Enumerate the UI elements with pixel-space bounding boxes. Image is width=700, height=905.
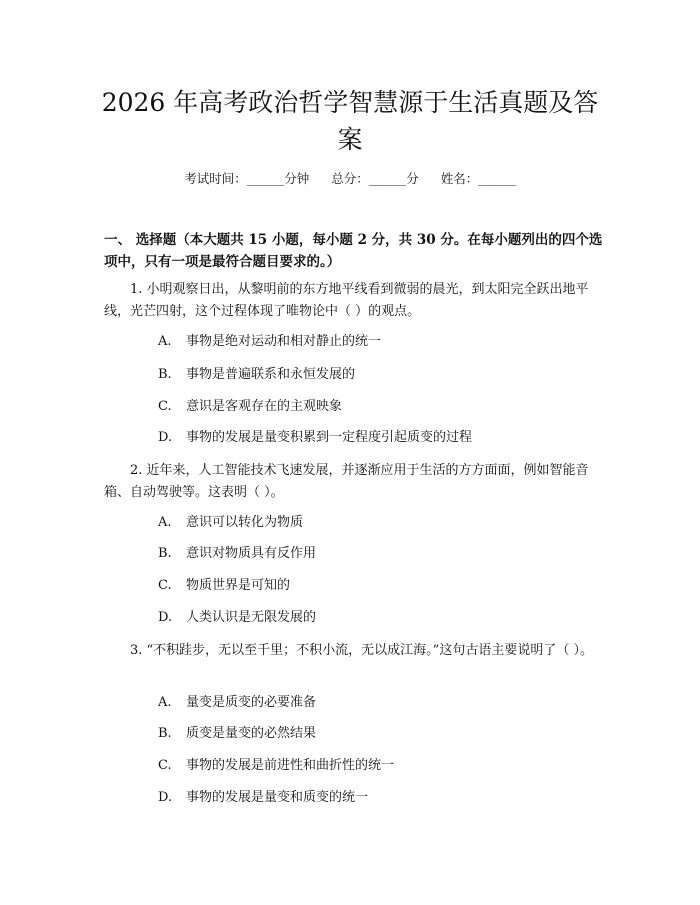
option-letter: A.: [158, 695, 172, 710]
option-text: 人类认识是无限发展的: [186, 610, 317, 625]
option-letter: C.: [158, 758, 172, 773]
exam-time-field: 考试时间：______分钟: [184, 171, 310, 186]
question-2-option-c: [158, 577, 598, 595]
question-stem-3: 3. “不积跬步，无以至千里；不积小流，无以成江海。”这句古语主要说明了（ ）。: [130, 643, 593, 658]
question-1-option-b: [158, 366, 598, 384]
option-text: 事物是普遍联系和永恒发展的: [186, 367, 356, 382]
student-name-field: 姓名：______: [440, 171, 516, 186]
option-text: 意识可以转化为物质: [186, 515, 304, 530]
option-text: 事物的发展是前进性和曲折性的统一: [186, 758, 395, 773]
option-letter: A.: [158, 515, 172, 530]
question-2-option-a: [158, 514, 598, 532]
question-2-option-d: [158, 609, 598, 627]
option-text: 事物的发展是量变积累到一定程度引起质变的过程: [186, 430, 473, 445]
section-heading: 一、 选择题（本大题共 15 小题，每小题 2 分，共 30 分。在每小题列出的四个选项中，只有一项是最符合题目要求的。）: [104, 232, 603, 270]
option-letter: B.: [158, 367, 172, 382]
option-text: 量变是质变的必要准备: [186, 695, 317, 710]
option-letter: D.: [158, 610, 173, 625]
question-3-option-b: [158, 725, 598, 743]
question-stem-2: 2. 近年来，人工智能技术飞速发展，并逐渐应用于生活的方方面面，例如智能音箱、自动驾驶等。这表明（ ）。: [104, 463, 589, 500]
question-stem-1: 1. 小明观察日出，从黎明前的东方地平线看到微弱的晨光，到太阳完全跃出地平线，光芒四射，这个过程体现了唯物论中（ ）的观点。: [104, 282, 589, 319]
total-score-field: 总分：______分: [331, 171, 419, 186]
question-1-option-c: [158, 398, 598, 416]
option-letter: D.: [158, 790, 173, 805]
option-text: 事物是绝对运动和相对静止的统一: [186, 334, 382, 349]
option-text: 意识对物质具有反作用: [186, 546, 317, 561]
option-text: 质变是量变的必然结果: [186, 726, 317, 741]
option-letter: C.: [158, 578, 172, 593]
option-letter: B.: [158, 546, 172, 561]
question-3-option-d: [158, 789, 598, 807]
option-letter: B.: [158, 726, 172, 741]
exam-meta-line: [0, 170, 700, 188]
question-1-option-a: [158, 333, 598, 351]
question-1-option-d: [158, 429, 598, 447]
option-text: 物质世界是可知的: [186, 578, 291, 593]
option-letter: C.: [158, 399, 172, 414]
option-letter: A.: [158, 334, 172, 349]
option-text: 意识是客观存在的主观映象: [186, 399, 343, 414]
question-2-option-b: [158, 545, 598, 563]
question-3-option-c: [158, 757, 598, 775]
option-text: 事物的发展是量变和质变的统一: [186, 790, 369, 805]
document-title: 2026 年高考政治哲学智慧源于生活真题及答案: [101, 88, 599, 154]
option-letter: D.: [158, 430, 173, 445]
question-3-option-a: [158, 694, 598, 712]
